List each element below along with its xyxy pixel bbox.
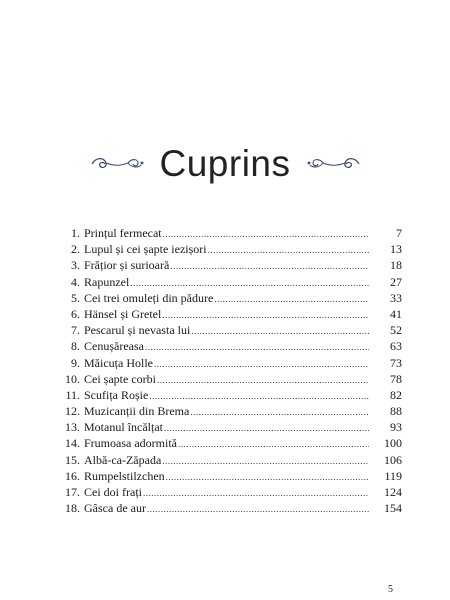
toc-entry-number: 17. (65, 485, 80, 499)
flourish-right-icon (305, 152, 363, 174)
toc-entry-number: 8. (71, 339, 80, 354)
toc-entry-page: 100 (384, 436, 402, 451)
toc-entry (62, 371, 402, 387)
toc-entry-title: Frățior și surioară (84, 258, 170, 273)
dot-leader (208, 242, 369, 258)
table-of-contents (62, 225, 402, 516)
dot-leader (145, 339, 369, 355)
toc-entry-title: Prințul fermecat (84, 226, 162, 240)
dot-leader (166, 469, 369, 485)
toc-entry-title: Frumoasa adormită (84, 436, 177, 451)
toc-entry-title: Lupul și cei șapte iezișori (84, 242, 207, 257)
toc-entry (62, 241, 402, 257)
toc-entry-title: Cenușăreasa (84, 339, 144, 354)
toc-entry (62, 338, 402, 354)
toc-entry-page: 106 (384, 452, 402, 467)
toc-entry (62, 225, 402, 241)
toc-entry-title: Rapunzel (84, 274, 130, 289)
toc-entry-number: 6. (71, 306, 80, 321)
toc-entry-page: 18 (390, 258, 402, 273)
flourish-left-icon (88, 152, 146, 174)
toc-entry-page: 93 (390, 420, 402, 435)
toc-entry-number: 15. (65, 452, 80, 467)
toc-entry-title: Gâsca de aur (84, 501, 146, 516)
toc-entry-number: 9. (71, 355, 80, 370)
toc-entry-number: 4. (71, 274, 80, 289)
toc-entry-number: 14. (65, 436, 80, 451)
dot-leader (154, 356, 369, 372)
toc-entry-title: Cei doi frați (84, 485, 142, 499)
toc-entry (62, 452, 402, 468)
toc-entry-number: 13. (65, 420, 80, 435)
toc-entry-number: 7. (71, 323, 80, 338)
toc-entry-page: 154 (384, 501, 402, 516)
dot-leader (214, 291, 369, 307)
toc-entry-page: 7 (396, 226, 402, 240)
toc-entry-number: 11. (65, 387, 80, 402)
toc-entry (62, 419, 402, 435)
toc-entry-number: 1. (71, 226, 80, 240)
toc-entry (62, 322, 402, 338)
toc-entry-page: 78 (390, 371, 402, 386)
toc-entry-number: 5. (71, 290, 80, 305)
page-title: Cuprins (159, 142, 291, 184)
toc-entry-number: 12. (65, 404, 80, 419)
toc-entry-title: Hänsel și Gretel (84, 306, 162, 321)
dot-leader (178, 436, 369, 452)
toc-entry-page: 63 (390, 339, 402, 354)
dot-leader (147, 501, 369, 517)
page-number: 5 (388, 584, 393, 595)
toc-entry-title: Scufița Roșie (84, 387, 149, 402)
toc-entry-page: 88 (390, 404, 402, 419)
dot-leader (162, 453, 369, 469)
toc-entry-title: Albă-ca-Zăpada (84, 452, 162, 467)
toc-entry-number: 16. (65, 468, 80, 483)
toc-entry (62, 468, 402, 484)
toc-entry (62, 387, 402, 403)
toc-entry-page: 119 (384, 468, 402, 483)
toc-entry-page: 13 (390, 242, 402, 257)
toc-entry-page: 41 (390, 306, 402, 321)
dot-leader (157, 372, 369, 388)
toc-entry-number: 10. (65, 371, 80, 386)
toc-entry-title: Cei trei omuleți din pădure (84, 290, 214, 305)
dot-leader (149, 388, 369, 404)
dot-leader (143, 485, 369, 501)
toc-entry (62, 435, 402, 451)
toc-entry-page: 27 (390, 274, 402, 289)
toc-entry-title: Rumpelstilzchen (84, 468, 165, 483)
dot-leader (191, 323, 369, 339)
toc-entry-page: 52 (390, 323, 402, 338)
toc-entry-number: 2. (71, 242, 80, 257)
toc-entry-title: Măicuța Holle (84, 355, 153, 370)
toc-entry-page: 124 (384, 485, 402, 499)
dot-leader (170, 258, 369, 274)
dot-leader (190, 404, 369, 420)
toc-entry-title: Pescarul și nevasta lui (84, 323, 191, 338)
toc-entry-page: 33 (390, 290, 402, 305)
dot-leader (163, 226, 369, 242)
toc-entry (62, 290, 402, 306)
toc-entry (62, 403, 402, 419)
dot-leader (130, 275, 369, 291)
toc-entry-number: 18. (65, 501, 80, 516)
toc-entry (62, 274, 402, 290)
toc-entry (62, 355, 402, 371)
title-row (0, 140, 450, 186)
toc-entry (62, 500, 402, 516)
toc-entry (62, 306, 402, 322)
toc-entry (62, 484, 402, 500)
toc-entry-title: Cei șapte corbi (84, 371, 156, 386)
toc-entry (62, 257, 402, 273)
dot-leader (164, 420, 369, 436)
toc-entry-number: 3. (71, 258, 80, 273)
toc-entry-page: 82 (390, 387, 402, 402)
toc-entry-title: Motanul încălțat (84, 420, 163, 435)
dot-leader (162, 307, 369, 323)
toc-entry-page: 73 (390, 355, 402, 370)
toc-entry-title: Muzicanții din Brema (84, 404, 190, 419)
